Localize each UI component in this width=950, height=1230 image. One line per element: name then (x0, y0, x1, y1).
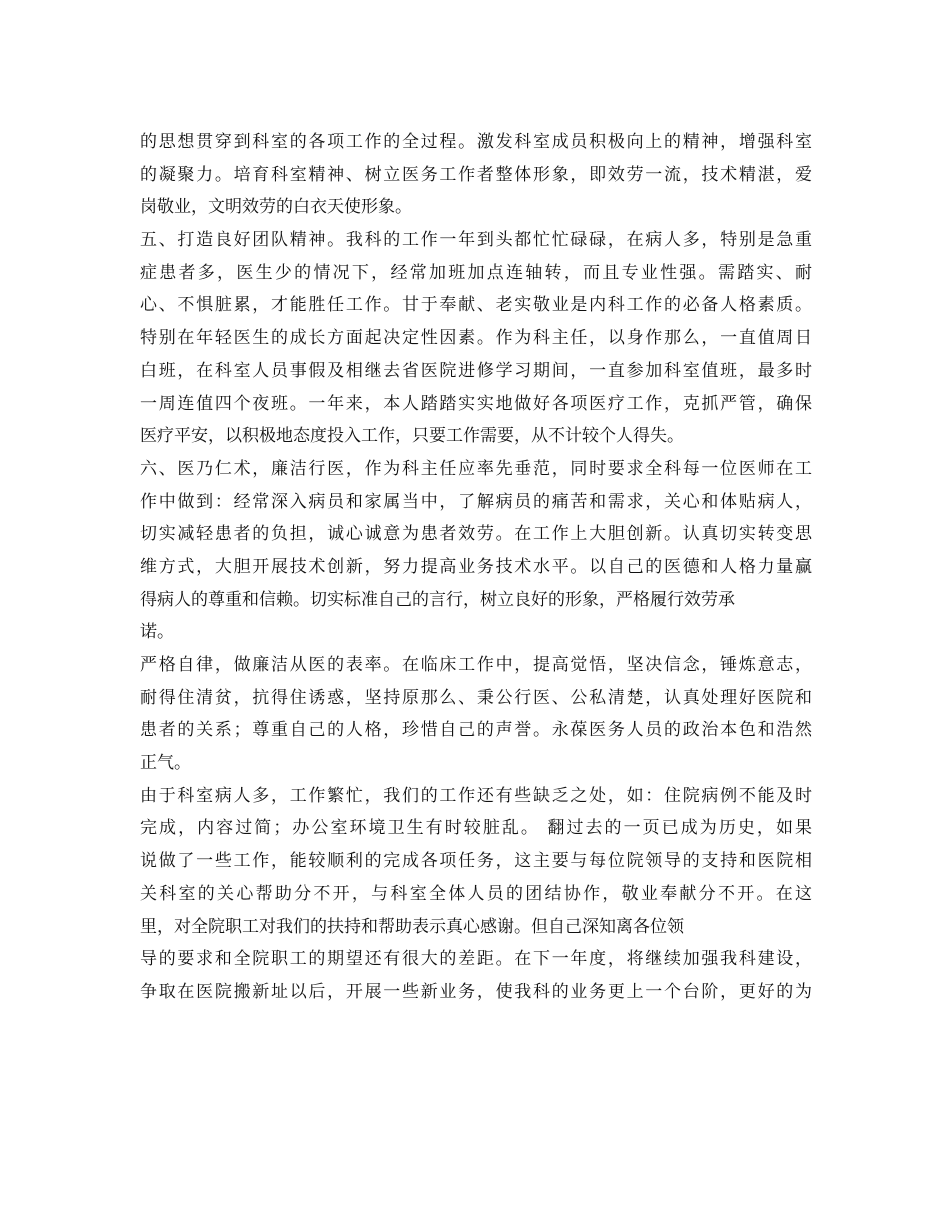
text-line: 岗敬业，文明效劳的白衣天使形象。 (140, 197, 412, 218)
text-line: 心、不惧脏累，才能胜任工作。甘于奉献、老实敬业是内科工作的必备人格素质。 (140, 295, 812, 316)
text-line: 严格自律，做廉洁从医的表率。在临床工作中，提高觉悟，坚决信念，锤炼意志， (140, 655, 812, 675)
text-line: 完成，内容过简；办公室环境卫生有时较脏乱。 翻过去的一页已成为历史，如果 (140, 818, 812, 839)
text-line: 作中做到：经常深入病员和家属当中，了解病员的痛苦和需求，关心和体贴病人， (140, 491, 812, 512)
text-line: 的凝聚力。培育科室精神、树立医务工作者整体形象，即效劳一流，技术精湛，爱 (140, 164, 812, 185)
text-line: 说做了一些工作，能较顺利的完成各项任务，这主要与每位院领导的支持和医院相 (140, 851, 812, 872)
text-line: 由于科室病人多，工作繁忙，我们的工作还有些缺乏之处，如：住院病例不能及时 (140, 785, 812, 806)
text-line: 里，对全院职工对我们的扶持和帮助表示真心感谢。但自己深知离各位领 (140, 916, 684, 937)
text-line: 患者的关系；尊重自己的人格，珍惜自己的声誉。永葆医务人员的政治本色和浩然 (140, 720, 812, 741)
text-line: 维方式，大胆开展技术创新，努力提高业务技术水平。以自己的医德和人格力量赢 (140, 556, 812, 577)
text-line: 耐得住清贫，抗得住诱惑，坚持原那么、秉公行医、公私清楚，认真处理好医院和 (140, 687, 812, 708)
text-line: 诺。 (140, 622, 174, 643)
text-line: 导的要求和全院职工的期望还有很大的差距。在下一年度，将继续加强我科建设， (140, 949, 812, 970)
text-line: 的思想贯穿到科室的各项工作的全过程。激发科室成员积极向上的精神，增强科室 (140, 132, 812, 152)
text-line: 特别在年轻医生的成长方面起决定性因素。作为科主任，以身作那么，一直值周日 (140, 328, 812, 349)
text-line: 一周连值四个夜班。一年来，本人踏踏实实地做好各项医疗工作，克抓严管，确保 (140, 393, 812, 414)
text-line: 六、医乃仁术，廉洁行医，作为科主任应率先垂范，同时要求全科每一位医师在工 (140, 458, 812, 479)
text-line: 关科室的关心帮助分不开，与科室全体人员的团结协作，敬业奉献分不开。在这 (140, 883, 812, 904)
text-line: 症患者多，医生少的情况下，经常加班加点连轴转，而且专业性强。需踏实、耐 (140, 262, 812, 283)
text-line: 白班，在科室人员事假及相继去省医院进修学习期间，一直参加科室值班，最多时 (140, 360, 812, 381)
text-line: 得病人的尊重和信赖。切实标准自己的言行，树立良好的形象，严格履行效劳承 (140, 589, 735, 610)
text-line: 医疗平安，以积极地态度投入工作，只要工作需要，从不计较个人得失。 (140, 426, 684, 447)
document-body (140, 126, 812, 1009)
text-line: 五、打造良好团队精神。我科的工作一年到头都忙忙碌碌，在病人多，特别是急重 (140, 230, 812, 251)
text-line: 正气。 (140, 753, 191, 774)
text-line: 争取在医院搬新址以后，开展一些新业务，使我科的业务更上一个台阶，更好的为 (140, 981, 812, 1002)
text-line: 切实减轻患者的负担，诚心诚意为患者效劳。在工作上大胆创新。认真切实转变思 (140, 524, 812, 545)
